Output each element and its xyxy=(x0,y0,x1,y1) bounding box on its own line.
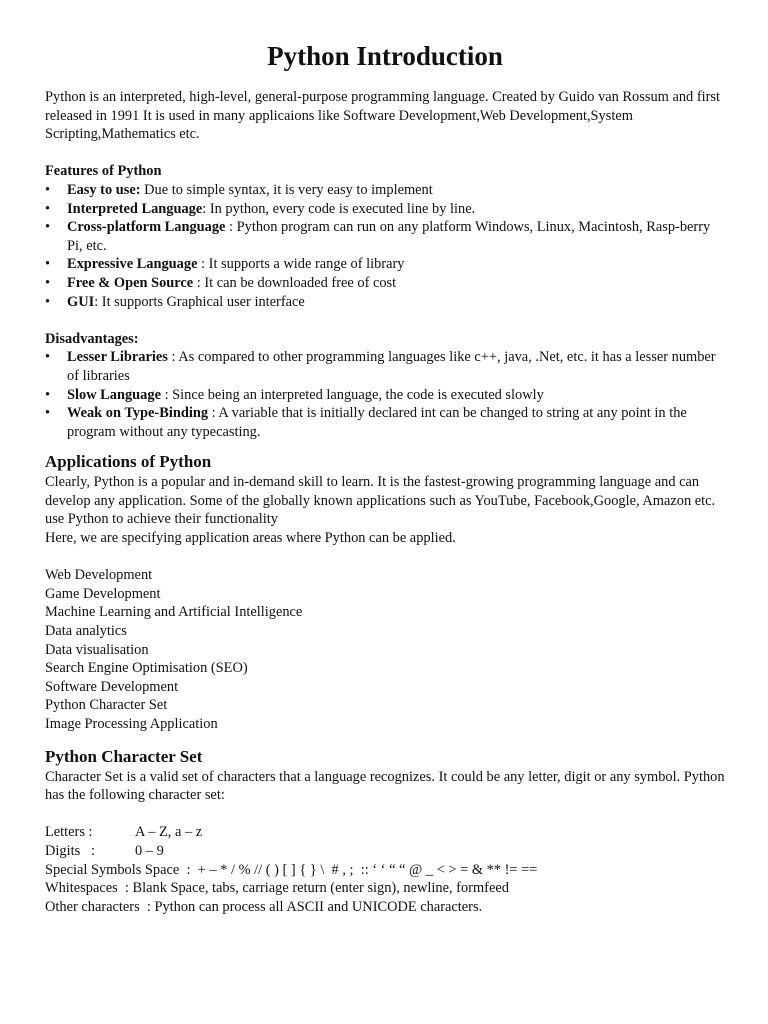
letters-row xyxy=(45,823,725,842)
whitespaces-row: Whitespaces : Blank Space, tabs, carriage return (enter sign), newline, formfeed xyxy=(45,880,509,897)
list-item: Web Development xyxy=(45,567,153,584)
spacer xyxy=(45,311,725,330)
list-item xyxy=(45,274,725,293)
list-item xyxy=(45,218,725,255)
list-item xyxy=(45,404,725,441)
spacer xyxy=(45,734,725,746)
list-item xyxy=(45,255,725,274)
letters-value: A – Z, a – z xyxy=(135,824,203,841)
applications-heading: Applications of Python xyxy=(45,452,212,472)
list-item xyxy=(45,181,725,200)
list-item xyxy=(45,293,725,312)
list-item: Data visualisation xyxy=(45,641,149,658)
digits-label: Digits : xyxy=(45,842,95,859)
list-item: Machine Learning and Artificial Intelligence xyxy=(45,604,303,621)
charset-table xyxy=(45,823,725,916)
spacer xyxy=(45,548,725,567)
disadvantage-desc: : Since being an interpreted language, the code is executed slowly xyxy=(160,386,544,403)
disadvantage-term: Weak on Type-Binding xyxy=(67,405,209,422)
feature-term: Expressive Language xyxy=(67,256,198,273)
spacer xyxy=(45,805,725,824)
list-item: Image Processing Application xyxy=(45,716,218,732)
list-item xyxy=(45,348,725,385)
feature-desc: Due to simple syntax, it is very easy to implement xyxy=(140,181,433,198)
other-characters-row: Other characters : Python can process all ASCII and UNICODE characters. xyxy=(45,898,483,915)
feature-desc: : It can be downloaded free of cost xyxy=(193,274,397,291)
feature-desc: : Python program can run on any platform Windows, Linux, Macintosh, Rasp-berry Pi, etc. xyxy=(67,219,711,254)
applications-intro: Here, we are specifying application areas where Python can be applied. xyxy=(45,530,456,547)
feature-desc: : It supports a wide range of library xyxy=(197,256,405,273)
applications-list xyxy=(45,566,725,733)
digits-value: 0 – 9 xyxy=(135,842,164,859)
list-item xyxy=(45,200,725,219)
features-heading: Features of Python xyxy=(45,163,162,180)
feature-term: Free & Open Source xyxy=(67,274,194,291)
disadvantage-term: Slow Language xyxy=(67,386,161,403)
charset-paragraph: Character Set is a valid set of characters that a language recognizes. It could be any letter, digit or any symbol. Python has the following character set: xyxy=(45,768,725,804)
spacer xyxy=(45,441,725,451)
digits-row xyxy=(45,842,725,861)
charset-heading: Python Character Set xyxy=(45,746,203,766)
intro-paragraph: Python is an interpreted, high-level, general-purpose programming language. Created by Guido van Rossum and first released in 1991 It is used in many applicaions like Software Development,Web Development,System Scripting,Mathematics etc. xyxy=(45,89,720,143)
document-page xyxy=(45,38,725,916)
feature-term: Easy to use: xyxy=(67,181,141,198)
feature-term: Cross-platform Language xyxy=(67,219,226,236)
list-item: Python Character Set xyxy=(45,697,168,714)
list-item: Data analytics xyxy=(45,623,127,640)
feature-desc: : It supports Graphical user interface xyxy=(94,293,305,310)
list-item: Search Engine Optimisation (SEO) xyxy=(45,660,248,677)
page-title: Python Introduction xyxy=(267,41,503,71)
list-item: Software Development xyxy=(45,678,179,695)
special-symbols-row: Special Symbols Space : + – * / % // ( ) [ ] { } \ # , ; :: ‘ ‘ “ “ @ _ < > = & ** != == xyxy=(45,861,538,878)
disadvantages-heading: Disadvantages: xyxy=(45,330,139,347)
feature-term: Interpreted Language xyxy=(67,200,203,217)
features-list xyxy=(45,181,725,311)
feature-desc: : In python, every code is executed line by line. xyxy=(202,200,476,217)
disadvantage-desc: : A variable that is initially declared int can be changed to string at any point in the program without any typecasting. xyxy=(67,405,687,440)
disadvantage-term: Lesser Libraries xyxy=(67,349,168,366)
letters-label: Letters : xyxy=(45,824,93,841)
applications-paragraph: Clearly, Python is a popular and in-demand skill to learn. It is the fastest-growing programming language and can develop any application. Some of the globally known applications such as YouTube, Facebook,Google, Amazon etc. use Python to achieve their functionality xyxy=(45,474,716,528)
disadvantages-list xyxy=(45,348,725,441)
feature-term: GUI xyxy=(67,293,95,310)
disadvantage-desc: : As compared to other programming languages like c++, java, .Net, etc. it has a lesser number of libraries xyxy=(67,349,716,384)
spacer xyxy=(45,144,725,163)
list-item xyxy=(45,386,725,405)
list-item: Game Development xyxy=(45,585,161,602)
